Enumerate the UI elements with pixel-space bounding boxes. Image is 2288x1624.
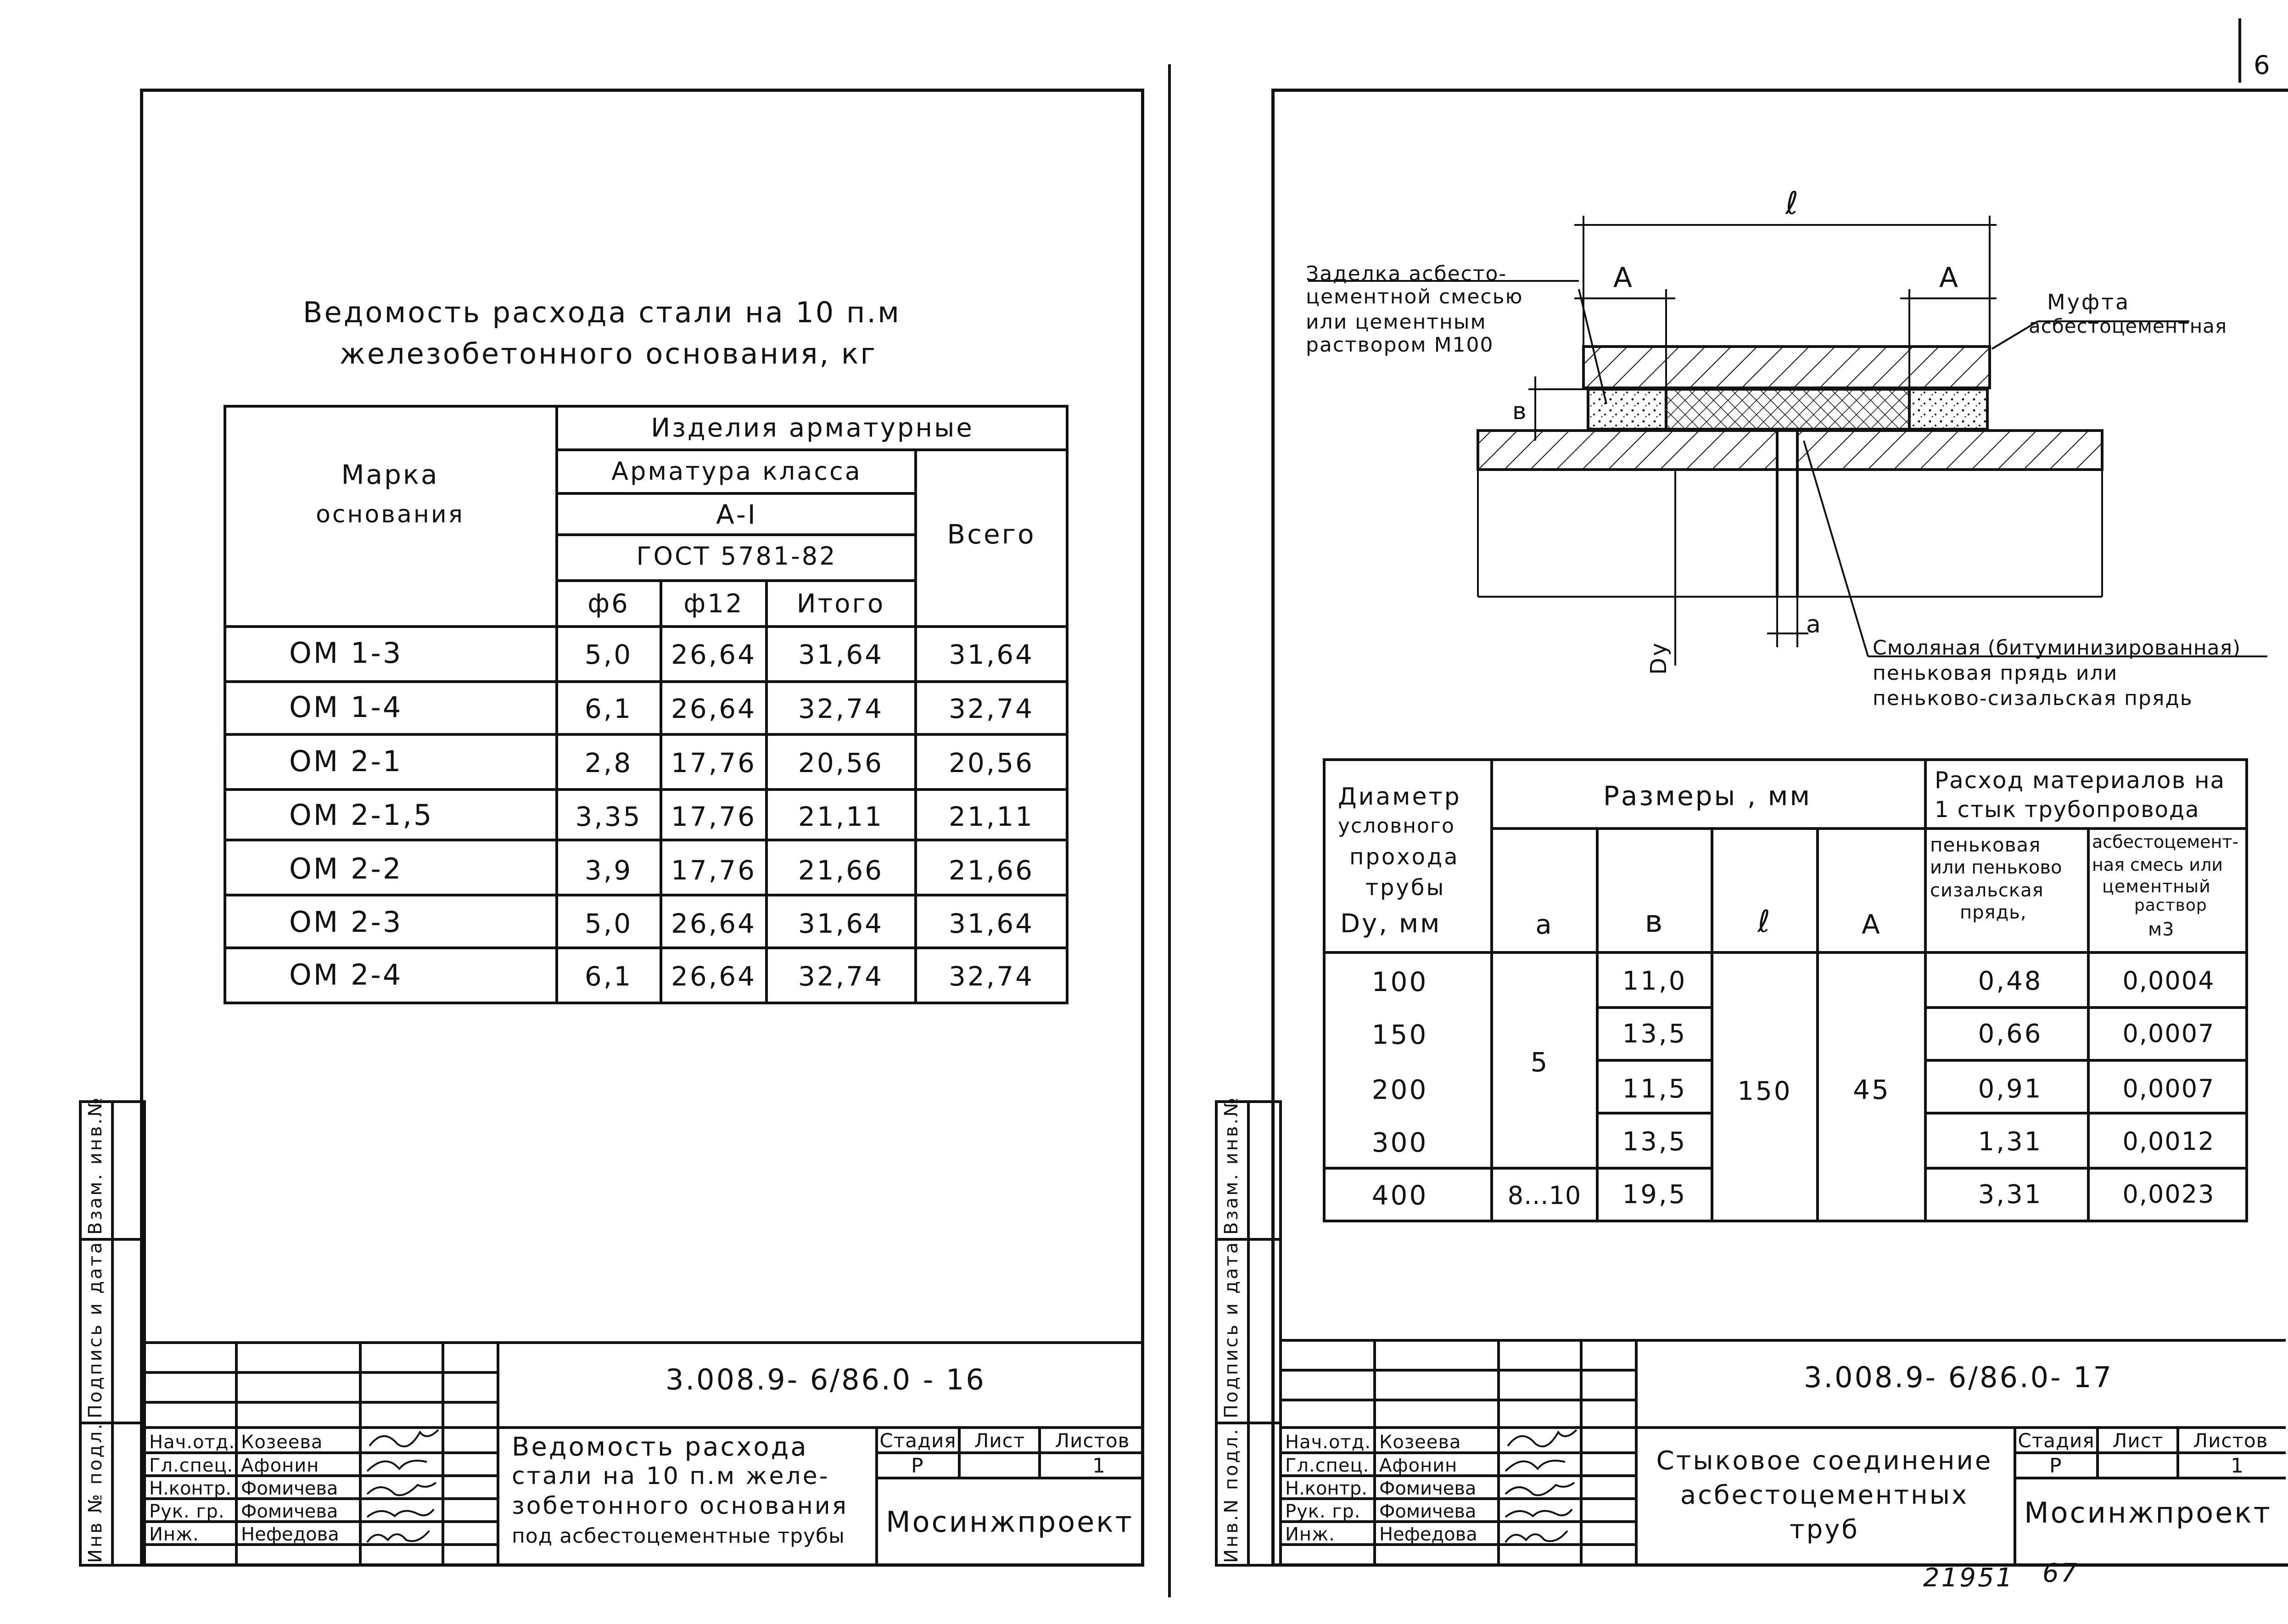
- left-stamp-name: Фомичева: [241, 1501, 338, 1522]
- left-cell-d6: 5,0: [584, 639, 633, 670]
- right-stamp-role: Рук. гр.: [1285, 1501, 1361, 1522]
- label-zadelka-1: Заделка асбесто-: [1306, 262, 1507, 286]
- label-smol-2: пеньковая прядь или: [1873, 661, 2118, 685]
- left-cell-itogo: 32,74: [798, 693, 884, 724]
- left-stamp-title-1: Ведомость расхода: [512, 1432, 808, 1462]
- left-th-itogo: Итого: [796, 589, 885, 619]
- left-cell-vsego: 21,11: [948, 801, 1035, 832]
- right-stamp-role: Нач.отд.: [1285, 1432, 1371, 1453]
- right-cell-b: 13,5: [1622, 1127, 1687, 1157]
- left-side-label-vzam: Взам. инв.№: [85, 1096, 106, 1235]
- left-stamp-name: Козеева: [241, 1432, 323, 1453]
- bottom-page-number: 67: [2042, 1558, 2079, 1588]
- left-stamp-stage: Р: [911, 1454, 925, 1478]
- left-stamp-role: Нач.отд.: [149, 1432, 235, 1453]
- left-stamp-sheet-header: Лист: [974, 1429, 1025, 1452]
- left-cell-marka: ОМ 1-3: [289, 636, 403, 670]
- right-cell-pen: 0,66: [1978, 1019, 2043, 1049]
- left-cell-d6: 6,1: [584, 961, 633, 992]
- left-cell-d6: 5,0: [584, 908, 633, 939]
- right-cell-asb: 0,0007: [2122, 1074, 2215, 1103]
- left-cell-d12: 17,76: [671, 747, 757, 778]
- left-th-armatura: Арматура класса: [611, 457, 862, 486]
- left-cell-marka: ОМ 2-1: [289, 745, 403, 778]
- right-th-b: в: [1645, 904, 1665, 939]
- right-stamp-name: Козеева: [1379, 1432, 1461, 1453]
- right-cell-asb: 0,0007: [2122, 1019, 2215, 1048]
- right-cell-asb: 0,0023: [2122, 1180, 2215, 1209]
- left-stamp-title-2: стали на 10 п.м желе-: [512, 1462, 830, 1490]
- left-cell-itogo: 32,74: [798, 961, 884, 992]
- left-stamp-org: Мосинжпроект: [886, 1505, 1134, 1539]
- right-side-label-vzam: Взам. инв.№: [1221, 1096, 1242, 1235]
- right-cell-asb: 0,0012: [2122, 1127, 2215, 1156]
- right-th-l: ℓ: [1757, 904, 1772, 939]
- left-cell-d6: 3,35: [575, 801, 642, 832]
- right-cell-l-merged: 150: [1737, 1076, 1792, 1106]
- left-stamp-code: 3.008.9- 6/86.0 - 16: [666, 1363, 986, 1396]
- right-stamp-sheets-header: Листов: [2193, 1429, 2268, 1452]
- right-cell-asb: 0,0004: [2122, 966, 2215, 995]
- bottom-archive-number: 21951: [1923, 1563, 2014, 1593]
- left-cell-d12: 26,64: [671, 639, 757, 670]
- left-cell-itogo: 31,64: [798, 908, 884, 939]
- right-th-diam-1: Диаметр: [1338, 783, 1461, 811]
- left-th-d12: ф12: [683, 589, 744, 619]
- left-side-label-podpis: Подпись и дата: [85, 1240, 106, 1418]
- left-stamp-name: Фомичева: [241, 1478, 338, 1499]
- left-stamp-role: Н.контр.: [149, 1478, 231, 1499]
- label-zadelka-4: раствором М100: [1306, 333, 1494, 357]
- right-stamp-stage: Р: [2049, 1454, 2064, 1478]
- left-th-class: А-I: [716, 499, 757, 530]
- left-cell-d12: 26,64: [671, 961, 757, 992]
- left-cell-d6: 3,9: [584, 855, 633, 886]
- right-cell-pen: 1,31: [1978, 1127, 2043, 1157]
- left-cell-vsego: 31,64: [948, 908, 1035, 939]
- left-title-line1: Ведомость расхода стали на 10 п.м: [303, 296, 901, 329]
- left-stamp-title-4: под асбестоцементные трубы: [512, 1524, 845, 1548]
- dim-A-right-label: А: [1939, 262, 1960, 294]
- right-cell-A-merged: 45: [1853, 1074, 1891, 1105]
- label-mufta-2: асбестоцементная: [2029, 315, 2227, 337]
- left-stamp-name: Нефедова: [241, 1524, 339, 1545]
- left-cell-d12: 17,76: [671, 855, 757, 886]
- left-cell-marka: ОМ 2-2: [289, 852, 403, 885]
- right-cell-a-last: 8...10: [1507, 1181, 1582, 1210]
- left-cell-d6: 2,8: [584, 747, 633, 778]
- left-cell-itogo: 21,11: [798, 801, 884, 832]
- corner-page-number: 6: [2254, 50, 2272, 80]
- right-th-pen-1: пеньковая: [1930, 834, 2041, 856]
- right-side-label-inv: Инв.N подл.: [1221, 1427, 1242, 1563]
- right-cell-pen: 3,31: [1978, 1180, 2043, 1210]
- left-cell-marka: ОМ 2-3: [289, 905, 403, 939]
- right-cell-dy: 150: [1371, 1019, 1428, 1050]
- dim-l-label: ℓ: [1785, 185, 1801, 222]
- right-cell-b: 11,0: [1622, 966, 1687, 996]
- right-stamp-name: Фомичева: [1379, 1501, 1477, 1522]
- right-cell-dy: 300: [1371, 1127, 1428, 1158]
- left-th-marka: Марка: [341, 459, 439, 490]
- left-stamp-role: Инж.: [149, 1524, 199, 1545]
- right-th-pen-3: сизальская: [1930, 880, 2044, 901]
- left-stamp-role: Гл.спец.: [149, 1455, 234, 1476]
- right-th-asb-2: ная смесь или: [2092, 855, 2223, 875]
- left-cell-marka: ОМ 2-1,5: [289, 798, 434, 832]
- label-smol-3: пеньково-сизальская прядь: [1873, 687, 2193, 710]
- dim-dy-label: Dу: [1646, 641, 1672, 675]
- right-th-pen-2: или пеньково: [1930, 857, 2062, 878]
- left-cell-vsego: 32,74: [948, 961, 1035, 992]
- left-cell-vsego: 21,66: [948, 855, 1035, 886]
- left-th-d6: ф6: [587, 589, 630, 619]
- right-stamp-role: Гл.спец.: [1285, 1455, 1370, 1476]
- left-cell-d12: 17,76: [671, 801, 757, 832]
- right-th-asb-4: раствор: [2134, 896, 2207, 915]
- right-stamp-title-1: Стыковое соединение: [1656, 1446, 1993, 1476]
- right-cell-dy: 200: [1371, 1074, 1428, 1105]
- right-cell-b: 13,5: [1622, 1019, 1687, 1049]
- left-side-label-inv: Инв № подл.: [85, 1422, 106, 1563]
- right-cell-b: 19,5: [1622, 1180, 1687, 1210]
- right-cell-pen: 0,91: [1978, 1074, 2043, 1104]
- right-stamp-org: Мосинжпроект: [2024, 1496, 2272, 1529]
- left-cell-vsego: 31,64: [948, 639, 1035, 670]
- right-th-diam-4: трубы: [1365, 875, 1446, 901]
- right-th-rashod-1: Расход материалов на: [1935, 767, 2226, 794]
- left-cell-d12: 26,64: [671, 908, 757, 939]
- left-cell-itogo: 20,56: [798, 747, 884, 778]
- right-th-diam-5: Dу, мм: [1340, 909, 1442, 939]
- right-cell-b: 11,5: [1622, 1074, 1687, 1104]
- left-title-line2: железобетонного основания, кг: [340, 337, 877, 370]
- right-th-asb-1: асбестоцемент-: [2092, 832, 2239, 852]
- right-th-razmery: Размеры , мм: [1603, 780, 1812, 812]
- label-zadelka-2: цементной смесью: [1306, 285, 1523, 308]
- right-th-pen-4: прядь,: [1960, 902, 2027, 923]
- left-cell-vsego: 32,74: [948, 693, 1035, 724]
- right-stamp-stage-header: Стадия: [2018, 1429, 2095, 1452]
- left-cell-vsego: 20,56: [948, 747, 1035, 778]
- right-stamp-title-3: труб: [1790, 1515, 1859, 1545]
- left-cell-itogo: 21,66: [798, 855, 884, 886]
- right-th-rashod-2: 1 стык трубопровода: [1935, 797, 2200, 823]
- right-th-a: а: [1535, 909, 1554, 940]
- right-stamp-code: 3.008.9- 6/86.0- 17: [1804, 1361, 2114, 1394]
- dim-a-label: а: [1806, 611, 1823, 638]
- left-cell-d12: 26,64: [671, 693, 757, 724]
- right-cell-a-merged: 5: [1530, 1047, 1550, 1078]
- left-stamp-title-3: зобетонного основания: [512, 1492, 848, 1520]
- right-stamp-name: Нефедова: [1379, 1524, 1477, 1545]
- left-th-osnovania: основания: [316, 501, 464, 528]
- right-stamp-sheets: 1: [2231, 1454, 2245, 1478]
- dim-A-left-label: А: [1613, 262, 1634, 294]
- left-cell-marka: ОМ 1-4: [289, 690, 403, 724]
- label-zadelka-3: или цементным: [1306, 310, 1487, 334]
- right-stamp-role: Инж.: [1285, 1524, 1335, 1545]
- left-th-vsego: Всего: [947, 519, 1036, 550]
- right-signatures: [1505, 1430, 1577, 1542]
- label-mufta-1: Муфта: [2047, 290, 2131, 314]
- right-stamp-role: Н.контр.: [1285, 1478, 1367, 1499]
- right-stamp-sheet-header: Лист: [2112, 1429, 2164, 1452]
- right-stamp-name: Афонин: [1379, 1455, 1458, 1476]
- left-cell-itogo: 31,64: [798, 639, 884, 670]
- left-stamp-name: Афонин: [241, 1455, 319, 1476]
- left-cell-d6: 6,1: [584, 693, 633, 724]
- left-th-izdelia: Изделия арматурные: [651, 413, 974, 443]
- right-stamp-title-2: асбестоцементных: [1680, 1480, 1969, 1510]
- label-smol-1: Смоляная (битуминизированная): [1873, 636, 2241, 660]
- left-stamp-role: Рук. гр.: [149, 1501, 225, 1522]
- left-cell-marka: ОМ 2-4: [289, 958, 403, 991]
- right-th-A: А: [1862, 909, 1882, 940]
- right-stamp-name: Фомичева: [1379, 1478, 1477, 1499]
- right-th-asb-5: м3: [2148, 919, 2175, 940]
- right-th-asb-3: цементный: [2102, 876, 2211, 896]
- left-stamp-stage-header: Стадия: [879, 1429, 957, 1452]
- right-cell-dy: 400: [1371, 1180, 1428, 1211]
- right-cell-dy: 100: [1371, 966, 1428, 997]
- left-th-gost: ГОСТ 5781-82: [636, 542, 837, 571]
- left-stamp-sheets-header: Листов: [1055, 1429, 1130, 1452]
- left-stamp-sheets: 1: [1092, 1454, 1107, 1478]
- dim-b-label: в: [1512, 398, 1528, 425]
- right-side-label-podpis: Подпись и дата: [1221, 1240, 1242, 1418]
- right-cell-pen: 0,48: [1978, 966, 2043, 996]
- right-th-diam-2: условного: [1338, 814, 1455, 838]
- right-th-diam-3: прохода: [1349, 844, 1460, 870]
